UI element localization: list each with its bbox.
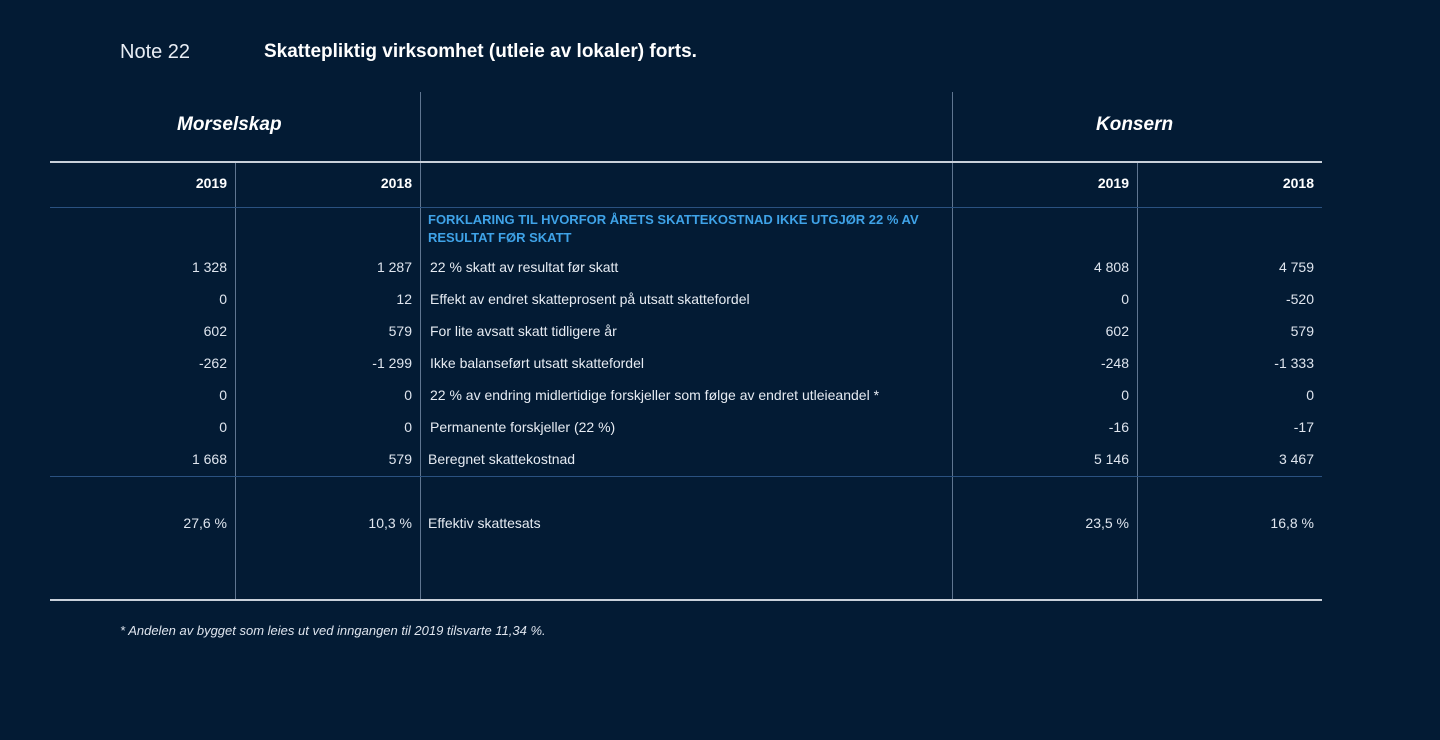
value-m2019: 1 328 — [191, 259, 227, 275]
divider — [50, 161, 1322, 163]
row-label: Ikke balanseført utsatt skattefordel — [430, 355, 644, 371]
value-m2019: 27,6 % — [183, 515, 227, 531]
divider — [50, 207, 1322, 208]
page-title: Skattepliktig virksomhet (utleie av lokaler) forts. — [264, 41, 697, 62]
year-header: 2019 — [195, 175, 227, 191]
footnote: * Andelen av bygget som leies ut ved inngangen til 2019 tilsvarte 11,34 %. — [120, 623, 546, 638]
value-m2018: 12 — [396, 291, 412, 307]
value-k2018: 4 759 — [1278, 259, 1314, 275]
divider — [420, 92, 421, 600]
value-m2018: 1 287 — [376, 259, 412, 275]
row-label: For lite avsatt skatt tidligere år — [430, 323, 617, 339]
value-k2018: 16,8 % — [1270, 515, 1314, 531]
row-label: 22 % skatt av resultat før skatt — [430, 259, 619, 275]
value-k2018: -1 333 — [1274, 355, 1314, 371]
row-label: Beregnet skattekostnad — [428, 451, 576, 467]
value-k2018: 3 467 — [1278, 451, 1314, 467]
value-k2019: 5 146 — [1093, 451, 1129, 467]
value-m2018: 579 — [388, 323, 412, 339]
value-k2019: -16 — [1108, 419, 1129, 435]
value-m2019: 1 668 — [191, 451, 227, 467]
value-k2018: -17 — [1293, 419, 1314, 435]
year-header: 2019 — [1097, 175, 1129, 191]
value-k2018: 579 — [1290, 323, 1314, 339]
year-header: 2018 — [380, 175, 412, 191]
note-label: Note 22 — [120, 41, 191, 63]
value-k2018: 0 — [1306, 387, 1314, 403]
divider — [1137, 162, 1138, 600]
value-m2018: 0 — [404, 419, 412, 435]
value-k2019: 23,5 % — [1085, 515, 1129, 531]
value-k2019: 0 — [1121, 291, 1129, 307]
value-m2018: 0 — [404, 387, 412, 403]
value-k2019: 4 808 — [1093, 259, 1129, 275]
divider — [50, 476, 1322, 477]
value-k2018: -520 — [1285, 291, 1314, 307]
divider — [235, 162, 236, 600]
value-k2019: -248 — [1100, 355, 1129, 371]
value-m2019: -262 — [198, 355, 227, 371]
value-m2019: 0 — [219, 387, 227, 403]
value-m2019: 0 — [219, 291, 227, 307]
value-k2019: 0 — [1121, 387, 1129, 403]
row-label: Permanente forskjeller (22 %) — [430, 419, 616, 435]
value-m2019: 602 — [203, 323, 227, 339]
value-k2019: 602 — [1105, 323, 1129, 339]
value-m2018: 579 — [388, 451, 412, 467]
group-heading-konsern: Konsern — [1096, 114, 1174, 135]
section-heading: FORKLARING TIL HVORFOR ÅRETS SKATTEKOSTNAD IKKE UTGJØR 22 % AV RESULTAT FØR SKATT — [428, 212, 919, 245]
divider — [50, 599, 1322, 601]
row-label: 22 % av endring midlertidige forskjeller som følge av endret utleieandel * — [430, 387, 880, 403]
value-m2018: -1 299 — [372, 355, 412, 371]
row-label: Effekt av endret skatteprosent på utsatt skattefordel — [430, 291, 750, 307]
year-header: 2018 — [1282, 175, 1314, 191]
divider — [952, 92, 953, 600]
group-heading-morselskap: Morselskap — [177, 114, 282, 135]
value-m2019: 0 — [219, 419, 227, 435]
row-label: Effektiv skattesats — [428, 515, 541, 531]
value-m2018: 10,3 % — [368, 515, 412, 531]
